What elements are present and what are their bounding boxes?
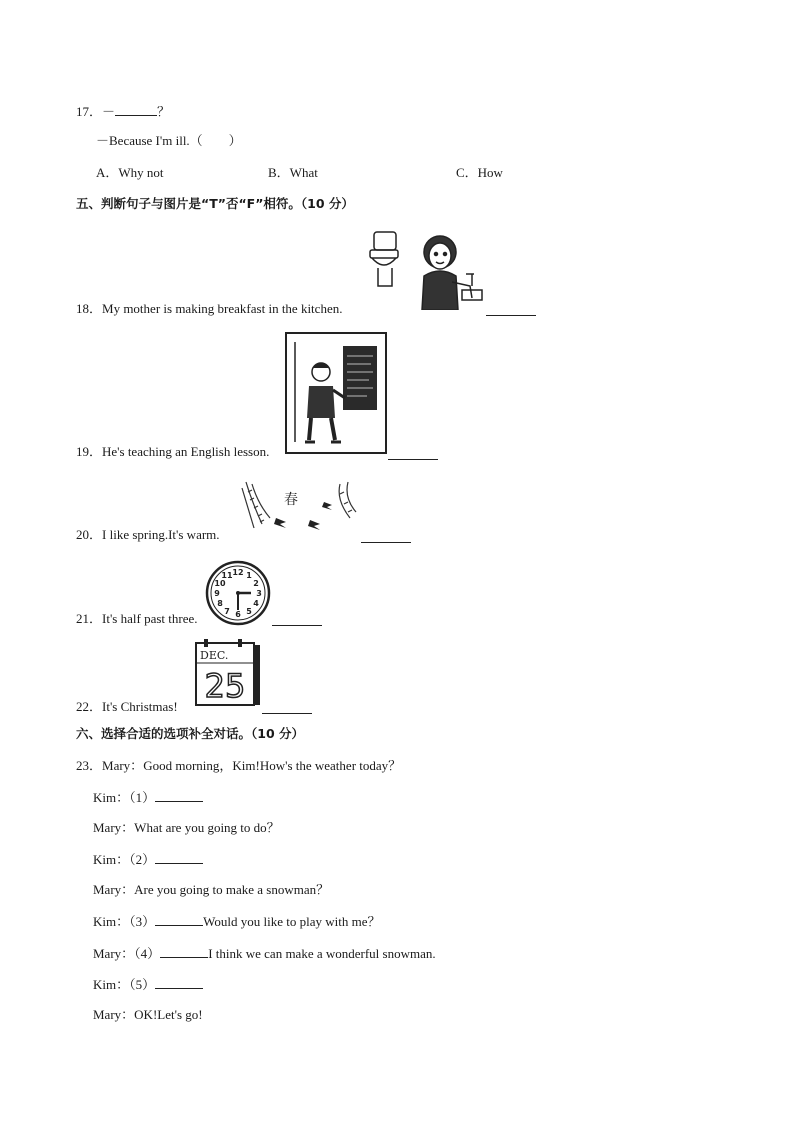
- q20-text: I like spring.It's warm.: [102, 527, 220, 542]
- dialog-line-1: [76, 758, 401, 774]
- q22-number: 22．: [76, 699, 103, 714]
- clock-5: 5: [246, 607, 252, 616]
- answer-blank-1[interactable]: [155, 789, 203, 802]
- clock-10: 10: [214, 579, 226, 588]
- clock-picture: [205, 560, 271, 626]
- clock-3: 3: [256, 589, 262, 598]
- dialog-text: I think we can make a wonderful snowman.: [208, 946, 436, 961]
- section6-heading: 六、选择合适的选项补全对话。（10 分）: [76, 726, 304, 741]
- q17-number: 17．: [76, 104, 103, 119]
- dialog-text: Would you like to play with me？: [203, 914, 381, 929]
- answer-blank-4[interactable]: [160, 945, 208, 958]
- q18-number: 18．: [76, 301, 103, 316]
- dialog-line-5: [93, 882, 329, 898]
- calendar-day: 25: [204, 667, 246, 705]
- clock-9: 9: [214, 589, 220, 598]
- q22-sentence: [76, 699, 178, 715]
- q20-number: 20．: [76, 527, 103, 542]
- dialog-text: Are you going to make a snowman？: [134, 882, 330, 897]
- dialog-text: OK!Let's go!: [134, 1007, 203, 1022]
- blank-number: （5）: [129, 977, 156, 992]
- blank-number: （3）: [129, 914, 156, 929]
- q18-answer-blank[interactable]: [486, 314, 536, 316]
- clock-1: 1: [246, 571, 252, 580]
- q19-answer-blank[interactable]: [388, 458, 438, 460]
- answer-blank-2[interactable]: [155, 851, 203, 864]
- q17-option-a[interactable]: A．Why not: [96, 165, 164, 180]
- blank-number: （4）: [134, 946, 161, 961]
- q21-sentence: [76, 611, 198, 627]
- clock-11: 11: [221, 571, 233, 580]
- dialog-line-2: [93, 789, 203, 806]
- speaker: Kim：: [93, 852, 130, 867]
- speaker: Kim：: [93, 790, 130, 805]
- speaker: Mary：: [93, 1007, 135, 1022]
- q23-number: 23．: [76, 758, 103, 773]
- clock-6: 6: [235, 610, 241, 619]
- q20-sentence: [76, 527, 220, 543]
- q22-answer-blank[interactable]: [262, 712, 312, 714]
- speaker: Mary：: [93, 946, 135, 961]
- dialog-text: What are you going to do？: [134, 820, 280, 835]
- man-at-board-picture: [285, 332, 387, 454]
- q18-text: My mother is making breakfast in the kitchen.: [102, 301, 343, 316]
- clock-8: 8: [217, 599, 223, 608]
- spring-willow-swallows-picture: [240, 478, 360, 540]
- clock-12: 12: [232, 568, 244, 577]
- dialog-line-7: [93, 945, 436, 962]
- dialog-line-8: [93, 976, 203, 993]
- blank-number: （1）: [129, 790, 156, 805]
- q17-answer-blank[interactable]: [115, 103, 157, 116]
- q17-option-c[interactable]: C．How: [456, 165, 503, 180]
- q17-prompt: [76, 103, 170, 120]
- clock-7: 7: [224, 607, 230, 616]
- blank-number: （2）: [129, 852, 156, 867]
- q17-dash: －: [102, 104, 116, 119]
- speaker: Mary：: [102, 758, 144, 773]
- q19-number: 19．: [76, 444, 103, 459]
- q19-text: He's teaching an English lesson.: [102, 444, 270, 459]
- q21-number: 21．: [76, 611, 103, 626]
- q21-answer-blank[interactable]: [272, 624, 322, 626]
- q20-answer-blank[interactable]: [361, 541, 411, 543]
- dialog-line-4: [93, 851, 203, 868]
- answer-blank-3[interactable]: [155, 913, 203, 926]
- calendar-picture: [192, 637, 264, 709]
- dialog-text: Good morning，Kim!How's the weather today？: [143, 758, 402, 773]
- q18-sentence: [76, 301, 342, 317]
- q22-text: It's Christmas!: [102, 699, 178, 714]
- spring-character: 春: [284, 492, 298, 508]
- dialog-line-3: [93, 820, 280, 836]
- q17-question-mark: ？: [157, 104, 171, 119]
- speaker: Mary：: [93, 820, 135, 835]
- q21-text: It's half past three.: [102, 611, 198, 626]
- answer-blank-5[interactable]: [155, 976, 203, 989]
- speaker: Kim：: [93, 914, 130, 929]
- toilet-and-washing-woman-picture: [366, 224, 488, 310]
- section5-heading: 五、判断句子与图片是“T”否“F”相符。（10 分）: [76, 196, 354, 211]
- clock-2: 2: [253, 579, 259, 588]
- dialog-line-9: [93, 1007, 203, 1023]
- q17-option-b[interactable]: B．What: [268, 165, 318, 180]
- speaker: Kim：: [93, 977, 130, 992]
- clock-4: 4: [253, 599, 259, 608]
- q19-sentence: [76, 444, 269, 460]
- speaker: Mary：: [93, 882, 135, 897]
- calendar-month: DEC.: [200, 649, 229, 662]
- q17-answer-line: －Because I'm ill.（ ）: [96, 133, 242, 148]
- dialog-line-6: [93, 913, 380, 930]
